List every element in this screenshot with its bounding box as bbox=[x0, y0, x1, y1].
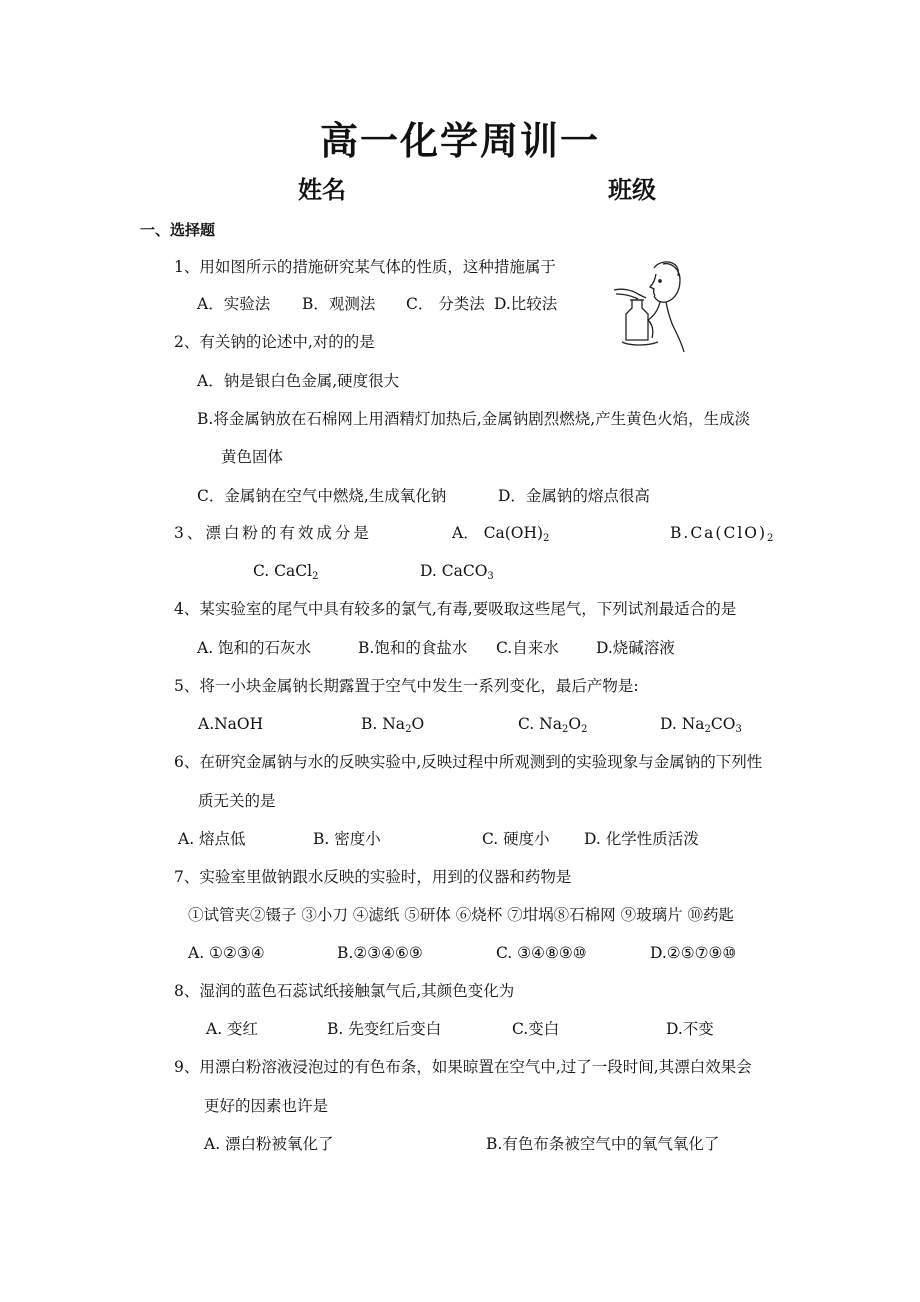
question-1-stem: 1、用如图所示的措施研究某气体的性质，这种措施属于 bbox=[174, 258, 556, 276]
question-7-stem: 7、实验室里做钠跟水反映的实验时，用到的仪器和药物是 bbox=[174, 868, 572, 886]
question-6-stem-line2: 质无关的是 bbox=[198, 792, 276, 810]
question-6-option-a: A. 熔点低 bbox=[178, 830, 246, 848]
question-5-option-c: C. $Na_2O_2$ bbox=[518, 715, 588, 735]
question-6-stem-line1: 6、在研究金属钠与水的反映实验中,反映过程中所观测到的实验现象与金属钠的下列性 bbox=[174, 753, 763, 771]
question-2-option-a: A．钠是银白色金属,硬度很大 bbox=[197, 372, 400, 390]
question-5-option-b: B. $Na_2O$ bbox=[361, 715, 425, 735]
question-2-option-b-line1: B.将金属钠放在石棉网上用酒精灯加热后,金属钠剧烈燃烧,产生黄色火焰，生成淡 bbox=[197, 410, 751, 428]
question-6-option-c: C. 硬度小 bbox=[482, 830, 550, 848]
question-3-option-a: A． $Ca(OH)_2$ bbox=[452, 524, 550, 544]
question-1-option-a: A．实验法 bbox=[197, 295, 271, 313]
question-7-option-a: A. ①②③④ bbox=[188, 944, 265, 962]
question-5-stem: 5、将一小块金属钠长期露置于空气中发生一系列变化，最后产物是: bbox=[174, 677, 639, 695]
question-4-stem: 4、某实验室的尾气中具有较多的氯气,有毒,要吸取这些尾气，下列试剂最适合的是 bbox=[174, 600, 737, 618]
question-2-option-b-line2: 黄色固体 bbox=[221, 448, 284, 466]
question-5-option-a: A.NaOH bbox=[198, 715, 264, 733]
question-6-option-d: D. 化学性质活泼 bbox=[584, 830, 699, 848]
question-7-option-d: D.②⑤⑦⑨⑩ bbox=[650, 944, 737, 962]
question-2-option-c: C．金属钠在空气中燃烧,生成氧化钠 bbox=[197, 487, 447, 505]
question-8-stem: 8、湿润的蓝色石蕊试纸接触氯气后,其颜色变化为 bbox=[174, 982, 515, 1000]
question-7-option-b: B.②③④⑥⑨ bbox=[337, 944, 423, 962]
question-9-stem-line2: 更好的因素也许是 bbox=[204, 1097, 329, 1115]
question-9-option-a: A. 漂白粉被氧化了 bbox=[204, 1135, 334, 1153]
question-9-option-b: B.有色布条被空气中的氧气氧化了 bbox=[486, 1135, 720, 1153]
question-4-option-b: B.饱和的食盐水 bbox=[358, 639, 468, 657]
question-1-option-b: B．观测法 bbox=[302, 295, 376, 313]
question-4-option-c: C.自来水 bbox=[496, 639, 559, 657]
question-5-option-d: D. $Na_2CO_3$ bbox=[660, 715, 742, 735]
question-7-items: ①试管夹②镊子 ③小刀 ④滤纸 ⑤研体 ⑥烧杯 ⑦坩埚⑧石棉网 ⑨玻璃片 ⑩药匙 bbox=[188, 906, 734, 924]
question-8-option-c: C.变白 bbox=[512, 1020, 560, 1038]
person-smelling-gas-illustration bbox=[608, 254, 688, 354]
question-2-option-d: D．金属钠的熔点很高 bbox=[498, 487, 650, 505]
section-heading: 一、选择题 bbox=[140, 221, 216, 239]
class-label: 班级 bbox=[608, 176, 656, 204]
question-4-option-d: D.烧碱溶液 bbox=[596, 639, 675, 657]
question-6-option-b: B. 密度小 bbox=[313, 830, 381, 848]
question-1-option-d: D.比较法 bbox=[494, 295, 558, 313]
question-2-stem: 2、有关钠的论述中,对的的是 bbox=[174, 333, 375, 351]
question-8-option-a: A. 变红 bbox=[206, 1020, 259, 1038]
question-8-option-b: B. 先变红后变白 bbox=[327, 1020, 442, 1038]
question-8-option-d: D.不变 bbox=[666, 1020, 714, 1038]
question-7-option-c: C. ③④⑧⑨⑩ bbox=[496, 944, 587, 962]
question-1-option-c: C． 分类法 bbox=[406, 295, 485, 313]
question-3-option-b: $B.Ca(ClO)_2$ bbox=[670, 524, 776, 544]
name-label: 姓名 bbox=[298, 176, 346, 204]
question-3-option-d: D. CaCO$_3$ bbox=[420, 562, 494, 582]
question-3-stem: 3、漂白粉的有效成分是 bbox=[174, 524, 372, 542]
question-9-stem-line1: 9、用漂白粉溶液浸泡过的有色布条，如果晾置在空气中,过了一段时间,其漂白效果会 bbox=[174, 1058, 752, 1076]
page-title: 高一化学周训一 bbox=[319, 119, 600, 163]
question-3-option-c: C. CaCl$_2$ bbox=[253, 562, 319, 582]
question-4-option-a: A. 饱和的石灰水 bbox=[197, 639, 312, 657]
